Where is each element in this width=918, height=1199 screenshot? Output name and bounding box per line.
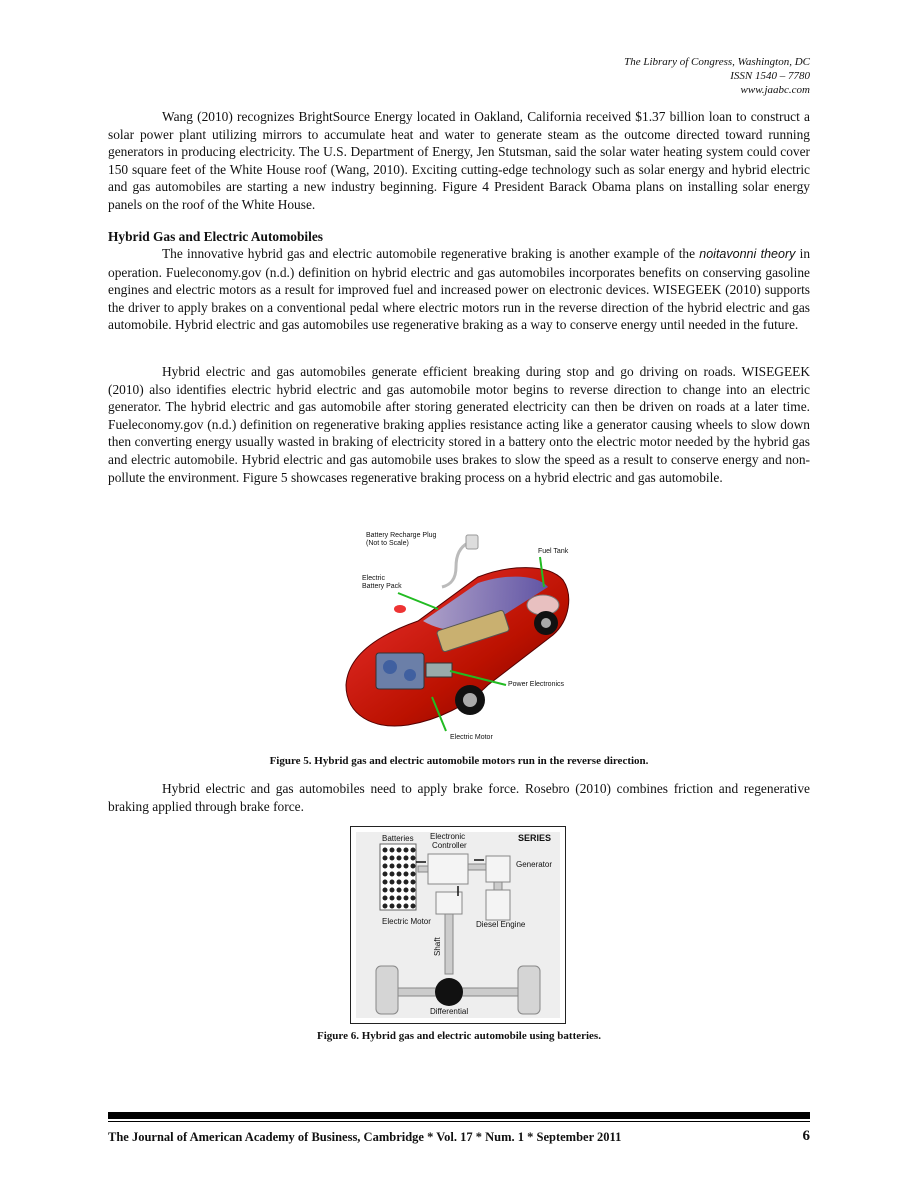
label-diesel-engine: Diesel Engine bbox=[476, 920, 526, 929]
paragraph-2 bbox=[108, 245, 810, 334]
paragraph-1-text: Wang (2010) recognizes BrightSource Energy located in Oakland, California received $1.37 billion loan to construct a solar power plant utilizing mirrors to accumulate heat and water to generate steam as the outcome directed toward running generators in producing electricity. The U.S. Department of Energy, Jen Stutsman, said the solar water heating system could cover 150 square feet of the White House roof (Wang, 2010). Exciting cutting-edge technology such as solar energy and hybrid electric and gas automobiles are starting a new industry beginning. Figure 4 President Barack Obama plans on installing solar energy panels on the roof of the White House. bbox=[108, 109, 810, 212]
footer-rule-thin bbox=[108, 1121, 810, 1122]
label-power-electronics: Power Electronics bbox=[508, 681, 565, 688]
paragraph-2-text-b: in operation. Fueleconomy.gov (n.d.) definition on hybrid electric and gas automobiles incorporates benefits on conserving gasoline engines and electric motors as a result for improved fuel and increased power on electronic devices. WISEGEEK (2010) supports the driver to apply brakes on a conventional pedal where electric motors run in the reverse direction of the hybrid electric and gas automobile. Hybrid electric and gas automobiles use regenerative braking as a way to conserve energy until needed in the future. bbox=[108, 246, 811, 333]
label-shaft: Shaft bbox=[433, 937, 442, 956]
label-differential: Differential bbox=[430, 1007, 469, 1016]
figure-5-car-illustration bbox=[338, 525, 580, 743]
running-header bbox=[624, 55, 810, 97]
label-plug-2: (Not to Scale) bbox=[366, 540, 409, 547]
label-series: SERIES bbox=[518, 833, 552, 843]
paragraph-4-text: Hybrid electric and gas automobiles need to apply brake force. Rosebro (2010) combines friction and regenerative braking applied through brake force. bbox=[108, 781, 810, 814]
paragraph-1 bbox=[108, 108, 810, 214]
header-line-3: www.jaabc.com bbox=[740, 84, 810, 96]
paragraph-3 bbox=[108, 363, 810, 486]
label-plug-1: Battery Recharge Plug bbox=[366, 532, 437, 539]
label-controller-1: Electronic bbox=[430, 832, 466, 841]
label-electric-motor: Electric Motor bbox=[382, 917, 431, 926]
section-heading: Hybrid Gas and Electric Automobiles bbox=[108, 229, 324, 244]
figure-6-caption: Figure 6. Hybrid gas and electric automobile using batteries. bbox=[317, 1030, 601, 1042]
figure-6-series-diagram bbox=[350, 826, 566, 1024]
header-line-1: The Library of Congress, Washington, DC bbox=[624, 56, 810, 68]
figure-5-caption: Figure 5. Hybrid gas and electric automobile motors run in the reverse direction. bbox=[269, 755, 649, 767]
label-fuel-tank: Fuel Tank bbox=[538, 548, 569, 555]
label-generator: Generator bbox=[516, 860, 553, 869]
footer-rule-thick bbox=[108, 1112, 810, 1119]
paragraph-4 bbox=[108, 780, 810, 815]
paragraph-2-italic: noitavonni theory bbox=[699, 247, 796, 261]
paragraph-2-text-a: The innovative hybrid gas and electric automobile regenerative braking is another example of the bbox=[162, 246, 700, 261]
label-battery-1: Electric bbox=[362, 575, 385, 582]
footer-journal: The Journal of American Academy of Business, Cambridge * Vol. 17 * Num. 1 * September 2011 bbox=[108, 1130, 622, 1144]
label-electric-motor: Electric Motor bbox=[450, 734, 493, 741]
label-battery-2: Battery Pack bbox=[362, 583, 402, 590]
label-controller-2: Controller bbox=[432, 841, 467, 850]
paragraph-3-text: Hybrid electric and gas automobiles generate efficient breaking during stop and go driving on roads. WISEGEEK (2010) also identifies electric hybrid electric and gas automobile motor begins to reverse direction to change into an electric generator. The hybrid electric and gas automobile after storing generated electricity can then be driven on roads at a later time. Fueleconomy.gov (n.d.) definition on regenerative braking applies resistance acting like a generator causing wheels to slow down then converting energy usually wasted in braking of electricity stored in a battery onto the electric motor needed by the hybrid gas and electric automobile. Hybrid electric and gas automobile uses brakes to slow the speed as a result to conserve energy and non-pollute the environment. Figure 5 showcases regenerative braking process on a hybrid electric and gas automobile. bbox=[108, 364, 810, 485]
header-line-2: ISSN 1540 – 7780 bbox=[730, 70, 810, 82]
page-number: 6 bbox=[802, 1128, 810, 1144]
label-batteries: Batteries bbox=[382, 834, 414, 843]
